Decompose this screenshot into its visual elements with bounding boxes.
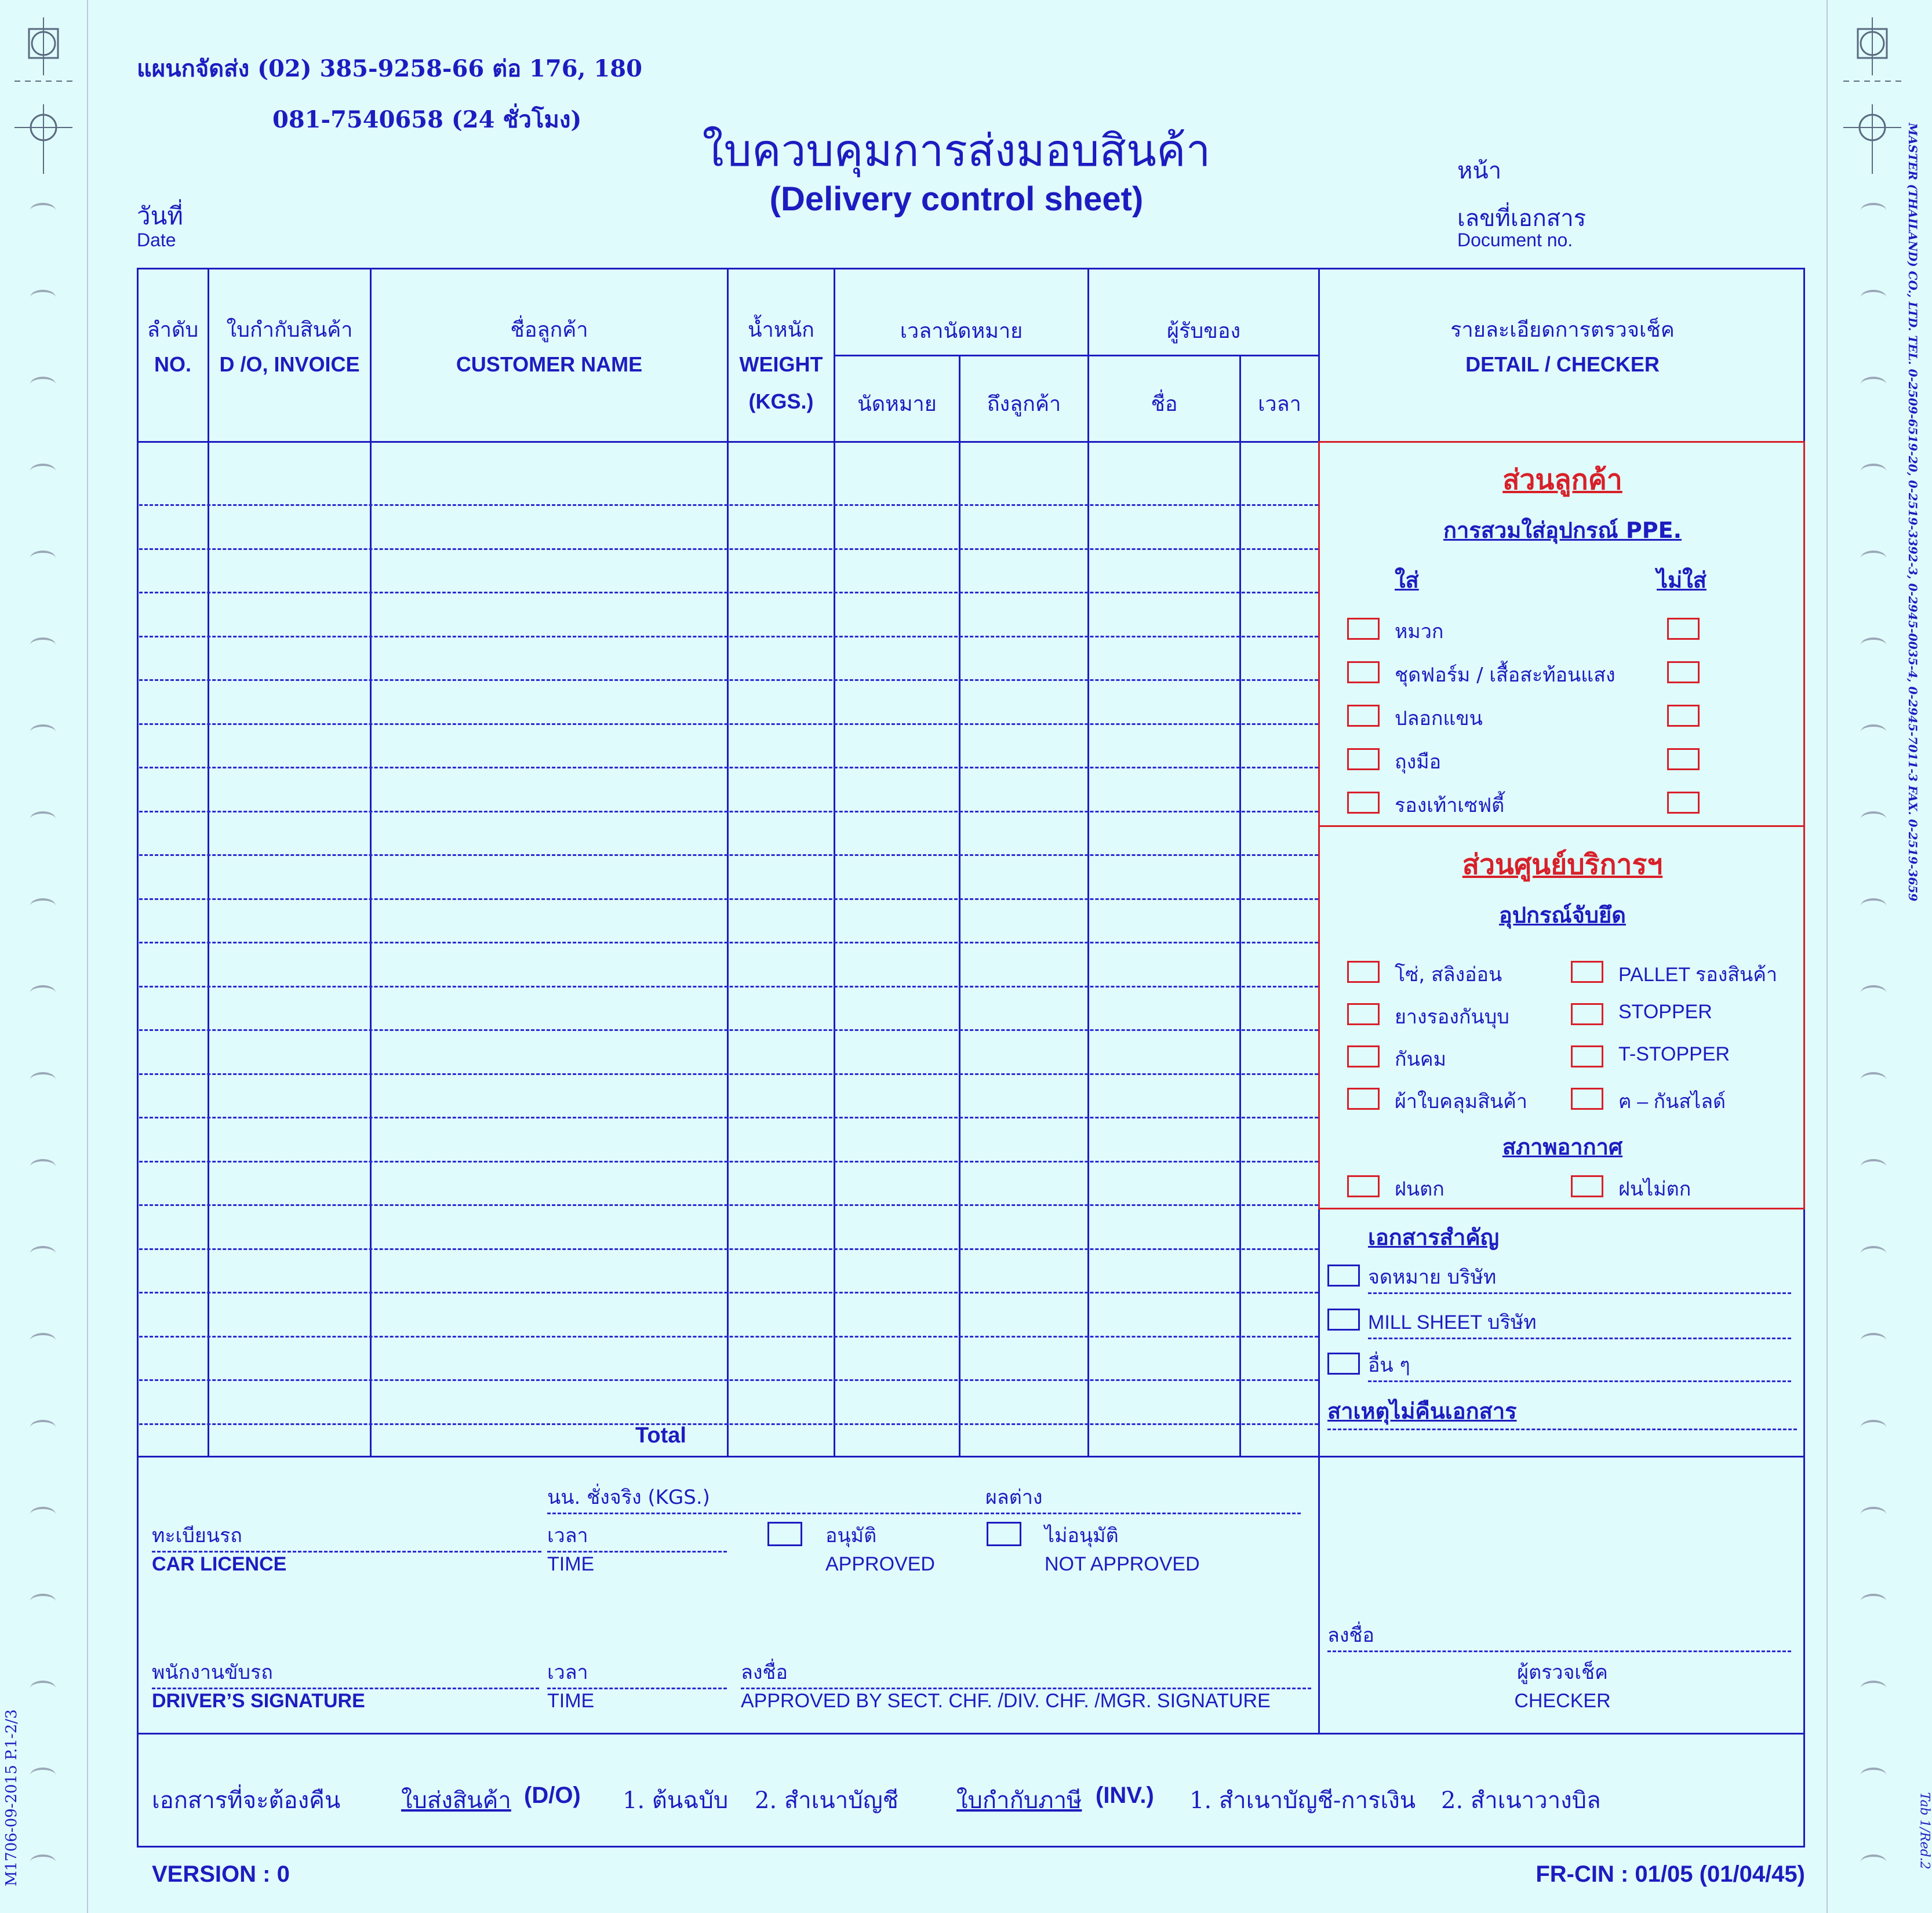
ppe-not-wear-checkbox[interactable] xyxy=(1667,661,1700,683)
total-label: Total xyxy=(635,1423,686,1448)
inv-label: ใบกำกับภาษี xyxy=(956,1787,1082,1814)
col-receiver-sub-1: ชื่อ xyxy=(1151,392,1178,416)
table-row[interactable] xyxy=(139,723,1318,725)
feed-hole xyxy=(30,377,56,392)
col-appoint-thai: เวลานัดหมาย xyxy=(900,319,1023,343)
docno-label-thai: เลขที่เอกสาร xyxy=(1457,205,1587,232)
fixing-equipment-subtitle: อุปกรณ์จับยึด xyxy=(1499,902,1626,928)
driver-english: DRIVER’S SIGNATURE xyxy=(152,1690,365,1712)
feed-hole xyxy=(1861,1246,1886,1261)
dept-line-2: 081-7540658 (24 ชั่วโมง) xyxy=(272,106,582,133)
feed-hole xyxy=(30,1768,56,1783)
doc-letter-field[interactable] xyxy=(1368,1261,1791,1294)
table-row[interactable] xyxy=(139,1117,1318,1118)
doc-other-checkbox[interactable] xyxy=(1327,1353,1360,1375)
driver-thai: พนักงานขับรถ xyxy=(152,1661,273,1684)
feed-hole xyxy=(30,898,56,913)
weather-rain-checkbox[interactable] xyxy=(1347,1175,1380,1197)
col-divider xyxy=(834,268,835,1457)
approver-signature-field[interactable] xyxy=(741,1656,1311,1689)
ppe-item-label: ปลอกแขน xyxy=(1395,707,1483,730)
col-receiver-thai: ผู้รับของ xyxy=(1166,319,1241,343)
fixing-left-checkbox[interactable] xyxy=(1347,1088,1380,1110)
not-approved-thai: ไม่อนุมัติ xyxy=(1045,1524,1119,1547)
doc-mill-sheet-field[interactable] xyxy=(1368,1306,1791,1339)
fixing-left-checkbox[interactable] xyxy=(1347,1045,1380,1067)
ppe-not-wear-checkbox[interactable] xyxy=(1667,705,1700,727)
page-label: หน้า xyxy=(1457,158,1502,184)
weather-no-rain-checkbox[interactable] xyxy=(1571,1175,1603,1197)
col-appoint-sub-1: นัดหมาย xyxy=(857,392,937,416)
table-bottom-line xyxy=(137,1456,1805,1457)
feed-hole xyxy=(1861,811,1886,826)
table-row[interactable] xyxy=(139,986,1318,988)
table-row[interactable] xyxy=(139,1336,1318,1338)
fixing-right-label: T-STOPPER xyxy=(1618,1043,1730,1065)
table-row[interactable] xyxy=(139,1379,1318,1381)
time2-thai: เวลา xyxy=(547,1661,588,1684)
return-docs-label: เอกสารที่จะต้องคืน xyxy=(152,1787,341,1814)
doc-mill-sheet-label: MILL SHEET บริษัท xyxy=(1368,1311,1537,1333)
checker-sign-thai: ลงชื่อ xyxy=(1327,1624,1374,1647)
table-row[interactable] xyxy=(139,1204,1318,1206)
date-label-english: Date xyxy=(137,229,176,250)
weather-title: สภาพอากาศ xyxy=(1502,1134,1623,1160)
table-row[interactable] xyxy=(139,1248,1318,1250)
feed-hole xyxy=(30,637,56,653)
side-print-code: M1706-09-2015 P.1-2/3 xyxy=(3,1709,20,1886)
col-no-thai: ลำดับ xyxy=(147,318,199,342)
do-code: (D/O) xyxy=(524,1783,581,1808)
version-label: VERSION : 0 xyxy=(152,1861,290,1887)
approved-english: APPROVED xyxy=(825,1553,935,1575)
table-row[interactable] xyxy=(139,942,1318,943)
feed-hole xyxy=(30,1681,56,1696)
doc-letter-label: จดหมาย บริษัท xyxy=(1368,1266,1497,1289)
feed-hole xyxy=(1861,1507,1886,1522)
ppe-not-wear-checkbox[interactable] xyxy=(1667,792,1700,814)
col-divider xyxy=(1087,268,1089,1457)
inv-copy-2: 2. สำเนาวางบิล xyxy=(1441,1787,1601,1814)
checker-thai: ผู้ตรวจเช็ค xyxy=(1517,1661,1608,1684)
feed-hole xyxy=(30,985,56,1000)
do-label: ใบส่งสินค้า xyxy=(401,1787,511,1814)
driver-signature-field[interactable] xyxy=(152,1656,539,1689)
table-row[interactable] xyxy=(139,1161,1318,1163)
subheader-divider xyxy=(834,355,1319,356)
doc-mill-sheet-checkbox[interactable] xyxy=(1327,1309,1360,1331)
col-weight-unit: (KGS.) xyxy=(748,389,814,413)
col-divider xyxy=(208,268,209,1457)
col-receiver-sub-2: เวลา xyxy=(1258,392,1301,416)
feed-hole xyxy=(1861,1159,1886,1174)
ppe-not-wear-checkbox[interactable] xyxy=(1667,618,1700,640)
fixing-right-checkbox[interactable] xyxy=(1571,1045,1603,1067)
registration-mark-right xyxy=(1840,17,1904,180)
ppe-not-wear-checkbox[interactable] xyxy=(1667,748,1700,770)
feed-hole xyxy=(30,1420,56,1435)
ppe-item-label: ถุงมือ xyxy=(1395,750,1442,774)
table-row[interactable] xyxy=(139,548,1318,550)
date-label-thai: วันที่ xyxy=(137,202,183,230)
feed-hole xyxy=(1861,464,1886,479)
col-divider xyxy=(370,268,372,1457)
reason-not-returned-label: สาเหตุไม่คืนเอกสาร xyxy=(1327,1398,1517,1424)
doc-other-label: อื่น ๆ xyxy=(1368,1354,1410,1377)
feed-hole xyxy=(1861,898,1886,913)
inv-code: (INV.) xyxy=(1096,1783,1154,1808)
feed-hole xyxy=(1861,1594,1886,1609)
reason-not-returned-field[interactable] xyxy=(1327,1393,1797,1430)
feed-hole xyxy=(30,811,56,826)
feed-hole xyxy=(30,1333,56,1348)
feed-hole xyxy=(1861,1854,1886,1870)
feed-hole xyxy=(1861,985,1886,1000)
feed-hole xyxy=(30,1854,56,1870)
right-feed-strip xyxy=(1827,0,1915,1913)
feed-hole xyxy=(1861,724,1886,739)
feed-hole xyxy=(30,203,56,218)
actual-weight-label: นน. ชั่งจริง (KGS.) xyxy=(547,1486,710,1509)
ppe-wear-checkbox[interactable] xyxy=(1347,618,1380,640)
table-row[interactable] xyxy=(139,679,1318,681)
table-row[interactable] xyxy=(139,1029,1318,1031)
fixing-right-label: PALLET รองสินค้า xyxy=(1618,964,1778,986)
ppe-item-label: หมวก xyxy=(1395,620,1444,643)
important-docs-title: เอกสารสำคัญ xyxy=(1368,1225,1500,1250)
col-divider xyxy=(727,268,729,1457)
registration-mark-left xyxy=(12,17,75,180)
feed-hole xyxy=(1861,637,1886,653)
ppe-item-label: ชุดฟอร์ม / เสื้อสะท้อนแสง xyxy=(1395,664,1616,687)
ppe-item-label: รองเท้าเซฟตี้ xyxy=(1395,794,1505,817)
approved-checkbox[interactable] xyxy=(767,1522,802,1546)
ppe-wear-checkbox[interactable] xyxy=(1347,705,1380,727)
col-weight-thai: น้ำหนัก xyxy=(748,318,814,342)
title-english: (Delivery control sheet) xyxy=(769,180,1144,218)
col-customer-thai: ชื่อลูกค้า xyxy=(510,318,588,342)
table-row[interactable] xyxy=(139,854,1318,856)
feed-hole xyxy=(30,724,56,739)
fixing-left-checkbox[interactable] xyxy=(1347,961,1380,983)
table-row[interactable] xyxy=(139,504,1318,506)
weather-no-rain-label: ฝนไม่ตก xyxy=(1618,1178,1691,1201)
fixing-right-checkbox[interactable] xyxy=(1571,1003,1603,1025)
col-customer-english: CUSTOMER NAME xyxy=(456,352,643,376)
signature-bottom-line xyxy=(137,1733,1805,1735)
table-row[interactable] xyxy=(139,636,1318,637)
table-row[interactable] xyxy=(139,767,1318,768)
service-section-title: ส่วนศูนย์บริการฯ xyxy=(1462,848,1663,881)
feed-hole xyxy=(30,551,56,566)
fixing-right-checkbox[interactable] xyxy=(1571,1088,1603,1110)
fixing-right-label: ฅ – กันสไลด์ xyxy=(1618,1091,1726,1113)
table-row[interactable] xyxy=(139,1423,1318,1425)
ppe-wear-checkbox[interactable] xyxy=(1347,792,1380,814)
do-copy-1: 1. ต้นฉบับ xyxy=(623,1787,729,1814)
feed-hole xyxy=(30,290,56,305)
doc-letter-checkbox[interactable] xyxy=(1327,1265,1360,1287)
time-english: TIME xyxy=(547,1553,595,1575)
fixing-right-checkbox[interactable] xyxy=(1571,961,1603,983)
customer-section-title: ส่วนลูกค้า xyxy=(1502,464,1622,496)
car-licence-field[interactable] xyxy=(152,1520,541,1553)
inv-copy-1: 1. สำเนาบัญชี-การเงิน xyxy=(1189,1787,1416,1814)
table-row[interactable] xyxy=(139,811,1318,812)
feed-hole xyxy=(30,464,56,479)
feed-hole xyxy=(30,1246,56,1261)
table-row[interactable] xyxy=(139,1292,1318,1293)
doc-other-field[interactable] xyxy=(1368,1349,1791,1382)
detail-red-divider xyxy=(1318,825,1805,827)
ppe-wear-checkbox[interactable] xyxy=(1347,661,1380,683)
feed-hole xyxy=(1861,377,1886,392)
approver-sign-thai: ลงชื่อ xyxy=(741,1661,788,1684)
wear-label: ใส่ xyxy=(1395,567,1419,593)
feed-hole xyxy=(1861,1333,1886,1348)
actual-weight-field[interactable] xyxy=(547,1481,988,1514)
time-field[interactable] xyxy=(547,1520,727,1553)
side-tab-code: Tab 1/Red.2 xyxy=(1917,1792,1932,1870)
ppe-wear-checkbox[interactable] xyxy=(1347,748,1380,770)
fixing-left-label: ผ้าใบคลุมสินค้า xyxy=(1395,1090,1528,1113)
not-wear-label: ไม่ใส่ xyxy=(1657,567,1707,593)
col-do-english: D /O, INVOICE xyxy=(219,352,360,376)
feed-hole xyxy=(1861,290,1886,305)
fixing-left-label: ยางรองกันบุบ xyxy=(1395,1005,1509,1029)
time2-english: TIME xyxy=(547,1690,595,1712)
header-bottom-line xyxy=(137,441,1319,443)
feed-hole xyxy=(30,1072,56,1087)
col-weight-english: WEIGHT xyxy=(739,352,823,376)
dept-line-1: แผนกจัดส่ง (02) 385-9258-66 ต่อ 176, 180 xyxy=(137,55,642,82)
feed-hole xyxy=(1861,203,1886,218)
fixing-right-label: STOPPER xyxy=(1618,1001,1712,1023)
checker-signature-field[interactable] xyxy=(1327,1619,1791,1652)
time-thai: เวลา xyxy=(547,1524,588,1547)
feed-hole xyxy=(30,1159,56,1174)
difference-field[interactable] xyxy=(985,1481,1301,1514)
feed-hole xyxy=(1861,1072,1886,1087)
weather-rain-label: ฝนตก xyxy=(1395,1178,1445,1201)
ppe-subtitle: การสวมใส่อุปกรณ์ PPE. xyxy=(1443,518,1682,543)
col-appoint-sub-2: ถึงลูกค้า xyxy=(987,392,1061,416)
col-detail-english: DETAIL / CHECKER xyxy=(1465,352,1660,376)
table-row[interactable] xyxy=(139,898,1318,900)
do-copy-2: 2. สำเนาบัญชี xyxy=(755,1787,898,1814)
car-licence-thai: ทะเบียนรถ xyxy=(152,1524,242,1547)
feed-hole xyxy=(1861,1420,1886,1435)
time2-field[interactable] xyxy=(547,1656,727,1689)
table-row[interactable] xyxy=(139,592,1318,593)
col-detail-thai: รายละเอียดการตรวจเช็ค xyxy=(1450,318,1675,342)
feed-hole xyxy=(30,1594,56,1609)
col-no-english: NO. xyxy=(154,352,191,376)
feed-hole xyxy=(1861,1681,1886,1696)
not-approved-checkbox[interactable] xyxy=(987,1522,1021,1546)
feed-hole xyxy=(30,1507,56,1522)
difference-label: ผลต่าง xyxy=(985,1486,1043,1509)
fixing-left-label: กันคม xyxy=(1395,1048,1446,1071)
feed-hole xyxy=(1861,551,1886,566)
printer-info: MASTER (THAILAND) CO., LTD. TEL. 0-2509-6519-20, 0-2519-3392-3, 0-2945-0035-4, 0-2945-7011-3 FAX. 0-2519-3659 xyxy=(1906,123,1920,902)
checker-english: CHECKER xyxy=(1514,1690,1611,1712)
feed-hole xyxy=(1861,1768,1886,1783)
car-licence-english: CAR LICENCE xyxy=(152,1553,287,1575)
not-approved-english: NOT APPROVED xyxy=(1045,1553,1200,1575)
approver-sign-english: APPROVED BY SECT. CHF. /DIV. CHF. /MGR. SIGNATURE xyxy=(741,1690,1271,1712)
table-row[interactable] xyxy=(139,1073,1318,1075)
title-thai: ใบควบคุมการส่งมอบสินค้า xyxy=(702,125,1211,176)
form-code: FR-CIN : 01/05 (01/04/45) xyxy=(1536,1861,1805,1887)
docno-label-english: Document no. xyxy=(1457,229,1573,250)
col-do-thai: ใบกำกับสินค้า xyxy=(226,318,353,342)
fixing-left-checkbox[interactable] xyxy=(1347,1003,1380,1025)
fixing-left-label: โซ่, สลิงอ่อน xyxy=(1395,963,1502,986)
approved-thai: อนุมัติ xyxy=(825,1524,877,1547)
